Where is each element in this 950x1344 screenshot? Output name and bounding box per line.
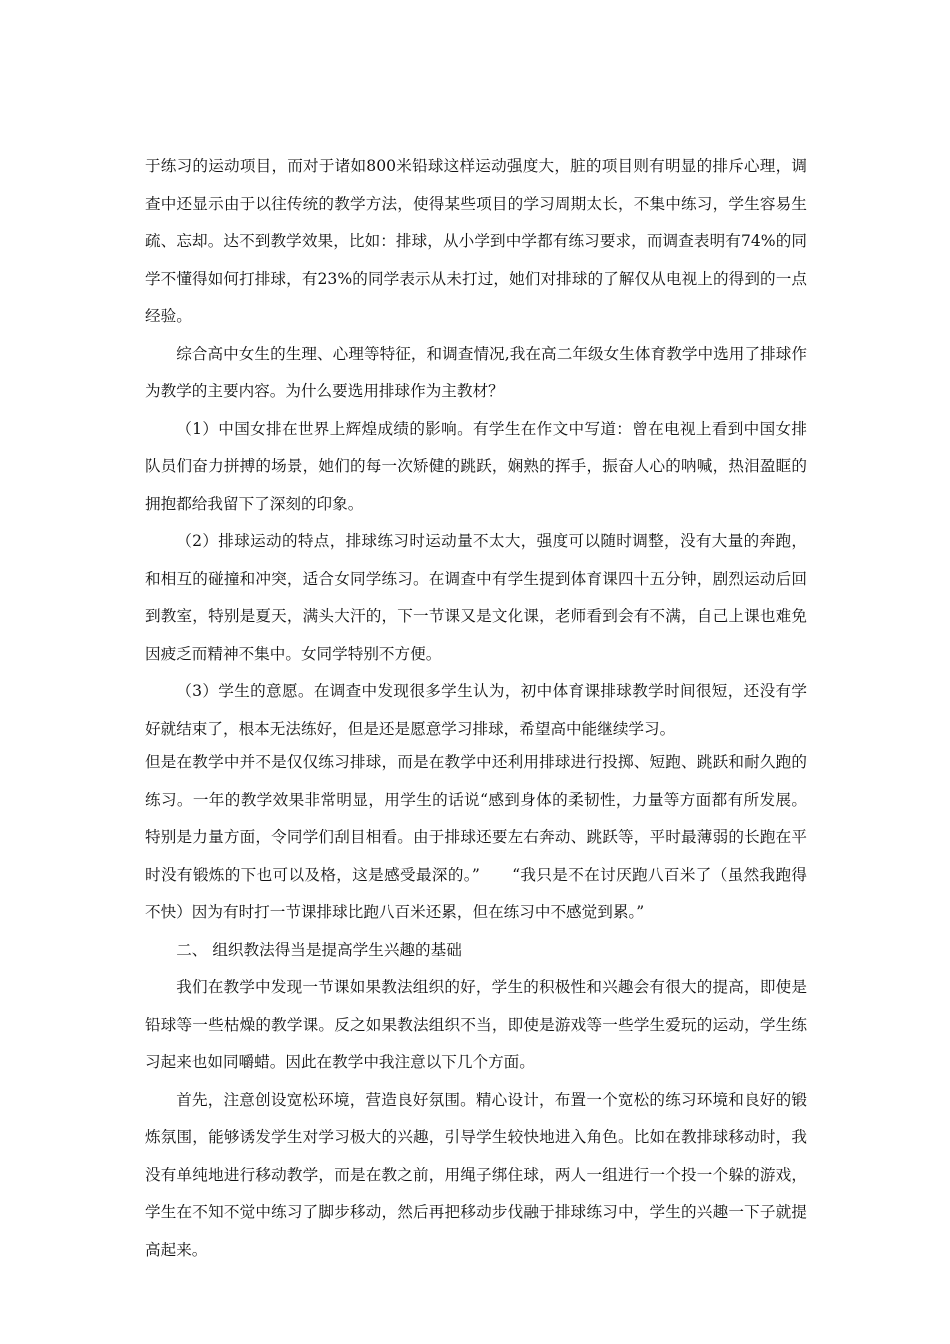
paragraph-relaxed-environment: 首先，注意创设宽松环境，营造良好氛围。精心设计，布置一个宽松的练习环境和良好的锻炼氛围，能够诱发学生对学习极大的兴趣，引导学生较快地进入角色。比如在教排球移动时，我没有单纯地进行移动教学，而是在教之前，用绳子绑住球，两人一组进行一个投一个躲的游戏，学生在不知不觉中练习了脚步移动，然后再把移动步伐融于排球练习中，学生的兴趣一下子就提高起来。 (145, 1090, 807, 1259)
paragraph-reason-3: （3）学生的意愿。在调查中发现很多学生认为，初中体育课排球教学时间很短，还没有学好就结束了，根本无法练好，但是还是愿意学习排球，希望高中能继续学习。 (145, 682, 807, 738)
paragraph-reason-1: （1）中国女排在世界上辉煌成绩的影响。有学生在作文中写道：曾在电视上看到中国女排队员们奋力拼搏的场景，她们的每一次矫健的跳跃，娴熟的挥手，振奋人心的呐喊，热泪盈眶的拥抱都给我留下了深刻的印象。 (145, 419, 807, 513)
paragraph-reason-2: （2）排球运动的特点，排球练习时运动量不太大，强度可以随时调整，没有大量的奔跑，和相互的碰撞和冲突，适合女同学练习。在调查中有学生提到体育课四十五分钟，剧烈运动后回到教室，特别是夏天，满头大汗的，下一节课又是文化课，老师看到会有不满，自己上课也难免因疲乏而精神不集中。女同学特别不方便。 (145, 532, 807, 663)
paragraph-teaching-organization: 我们在教学中发现一节课如果教法组织的好，学生的积极性和兴趣会有很大的提高，即使是铅球等一些枯燥的教学课。反之如果教法组织不当，即使是游戏等一些学生爱玩的运动，学生练习起来也如同嚼蜡。因此在教学中我注意以下几个方面。 (145, 978, 807, 1071)
paragraph-survey-continuation: 于练习的运动项目，而对于诸如800米铅球这样运动强度大，脏的项目则有明显的排斥心理，调查中还显示由于以往传统的教学方法，使得某些项目的学习周期太长，不集中练习，学生容易生疏、忘却。达不到教学效果，比如：排球，从小学到中学都有练习要求，而调查表明有74%的同学不懂得如何打排球，有23%的同学表示从未打过，她们对排球的了解仅从电视上的得到的一点经验。 (145, 157, 807, 325)
section-heading-2: 二、 组织教法得当是提高学生兴趣的基础 (176, 940, 462, 959)
paragraph-teaching-effect: 但是在教学中并不是仅仅练习排球，而是在教学中还利用排球进行投掷、短跑、跳跃和耐久跑的练习。一年的教学效果非常明显，用学生的话说“感到身体的柔韧性，力量等方面都有所发展。特别是力量方面，令同学们刮目相看。由于排球还要左右奔动、跳跃等，平时最薄弱的长跑在平时没有锻炼的下也可以及格，这是感受最深的。” “我只是不在讨厌跑八百米了（虽然我跑得不快）因为有时打一节课排球比跑八百米还累，但在练习中不感觉到累。” (145, 753, 807, 921)
document-body (145, 148, 807, 1269)
paragraph-choice-of-volleyball: 综合高中女生的生理、心理等特征，和调查情况,我在高二年级女生体育教学中选用了排球作为教学的主要内容。为什么要选用排球作为主教材？ (145, 344, 807, 400)
